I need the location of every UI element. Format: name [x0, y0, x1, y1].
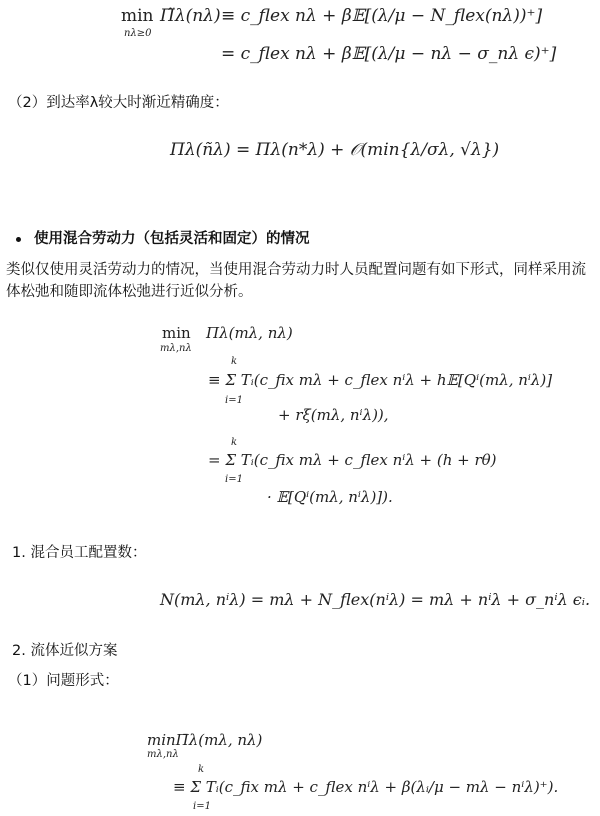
section-heading-text: 使用混合劳动力（包括灵活和固定）的情况 [34, 231, 310, 247]
equation-accuracy: Πλ(ñλ) = Πλ(n*λ) + 𝒪(min{λ/σλ, √λ}) [170, 140, 500, 160]
equation-line-3: = Σ Tᵢ(c_fix mλ + c_flex nⁱλ + (h + rθ) [208, 451, 497, 469]
list-item-1: 1. 混合员工配置数： [12, 545, 147, 561]
sum-upper: k [231, 437, 238, 448]
sum-upper: k [231, 356, 238, 367]
equation-line-2: = c_flex nλ + β𝔼[(λ/μ − nλ − σ_nλ ϵ)⁺] [221, 44, 557, 64]
equation-lhs: Π̃λ(nλ) [160, 6, 221, 26]
sum-upper: k [198, 764, 205, 775]
sum-lower: i=1 [225, 474, 243, 485]
min-operator: min [162, 324, 191, 342]
list-item-2: 2. 流体近似方案 [12, 643, 118, 659]
bullet-icon [16, 237, 21, 242]
equation-line-2: + rξ(mλ, nⁱλ)), [278, 406, 389, 424]
equation-line-1: ≡ c_flex nλ + β𝔼[(λ/μ − N_flex(nλ))⁺] [221, 6, 543, 26]
min-operator: min [121, 6, 154, 26]
equation-lhs: Πλ(mλ, nλ) [206, 324, 293, 342]
sum-lower: i=1 [193, 801, 211, 812]
min-subscript: mλ,nλ [160, 343, 192, 354]
min-subscript: mλ,nλ [147, 749, 179, 760]
sum-lower: i=1 [225, 395, 243, 406]
list-item-accuracy: （2）到达率λ较大时渐近精确度： [8, 95, 229, 111]
equation-lhs: minΠ̄λ(mλ, nλ) [147, 731, 263, 749]
equation-line-1: ≡ Σ Tᵢ(c_fix mλ + c_flex nⁱλ + h𝔼[Qⁱ(mλ, nⁱλ)] [208, 371, 553, 389]
min-subscript: nλ≥0 [124, 28, 152, 39]
sub-item-1: （1）问题形式： [8, 673, 119, 689]
intro-paragraph: 类似仅使用灵活劳动力的情况，当使用混合劳动力时人员配置问题有如下形式，同样采用流体松弛和随即流体松弛进行近似分析。 [6, 262, 586, 300]
equation-line-4: · 𝔼[Qⁱ(mλ, nⁱλ)]). [267, 488, 393, 506]
equation-count: N(mλ, nⁱλ) = mλ + N_flex(nⁱλ) = mλ + nⁱλ + σ_nⁱλ ϵᵢ. [160, 590, 591, 609]
equation-rhs: ≡ Σ Tᵢ(c_fix mλ + c_flex nⁱλ + β(λᵢ/μ − mλ − nⁱλ)⁺). [173, 778, 559, 796]
